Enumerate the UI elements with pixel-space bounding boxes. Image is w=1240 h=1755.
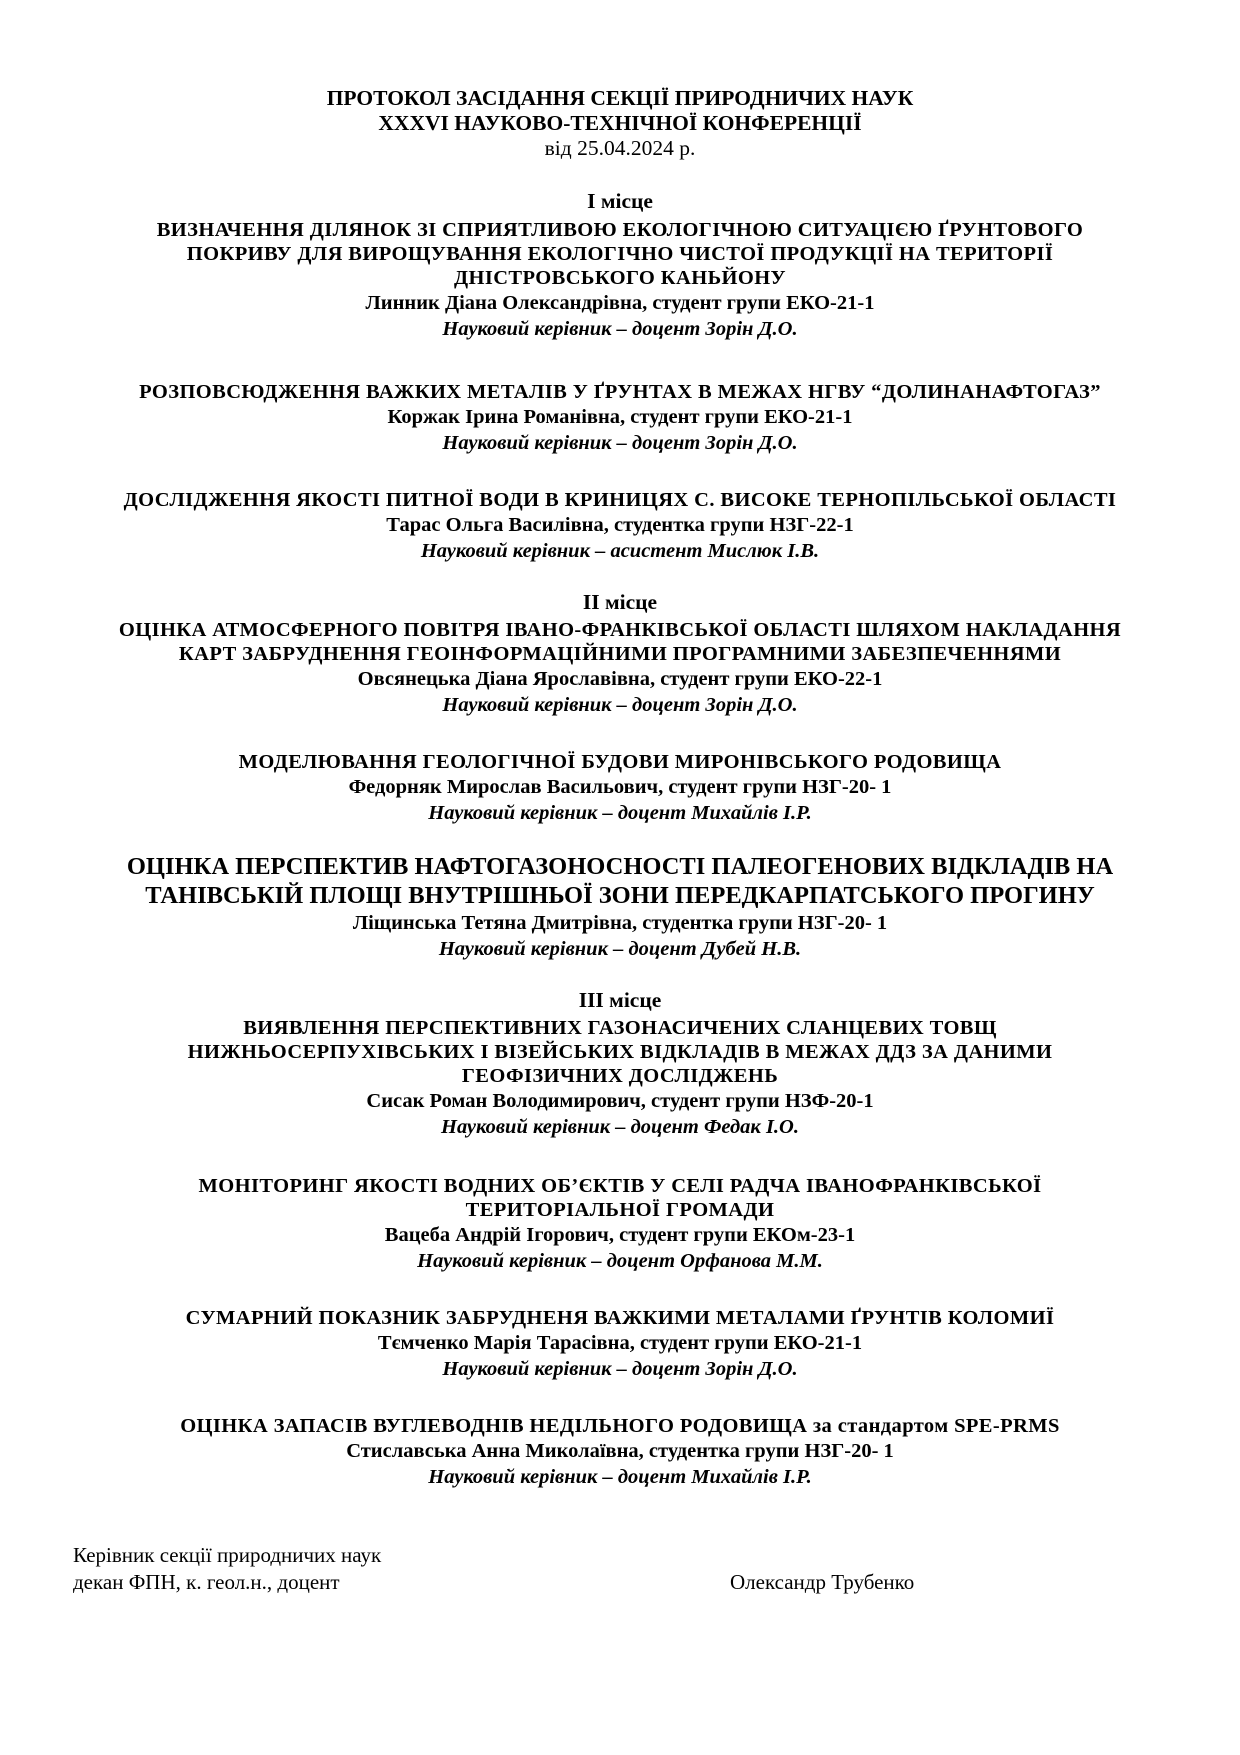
entry-supervisor: Науковий керівник – доцент Орфанова М.М. [417, 1250, 823, 1272]
protocol-date: від 25.04.2024 р. [544, 136, 696, 160]
entry-9 [60, 1306, 1180, 1382]
place-label: ІІІ місце [578, 988, 662, 1012]
entry-title-line [60, 1414, 1180, 1438]
entry-supervisor: Науковий керівник – доцент Зорін Д.О. [442, 694, 798, 716]
entry-supervisor: Науковий керівник – доцент Федак І.О. [441, 1116, 799, 1138]
entry-author: Сисак Роман Володимирович, студент групи НЗФ-20-1 [366, 1090, 874, 1112]
entry-title-suffix: за стандартом SPE-PRMS [807, 1415, 1060, 1437]
entry-title-line: ПОКРИВУ ДЛЯ ВИРОЩУВАННЯ ЕКОЛОГІЧНО ЧИСТОЇ ПРОДУКЦІЇ НА ТЕРИТОРІЇ [186, 243, 1054, 265]
entry-title-line: ТЕРИТОРІАЛЬНОЇ ГРОМАДИ [465, 1199, 775, 1221]
footer-position [73, 1542, 381, 1596]
protocol-title-line-1: ПРОТОКОЛ ЗАСІДАННЯ СЕКЦІЇ ПРИРОДНИЧИХ НАУК [326, 86, 914, 110]
place-label: ІІ місце [582, 590, 658, 614]
entry-supervisor: Науковий керівник – доцент Михайлів І.Р. [428, 802, 812, 824]
entry-title-line: НИЖНЬОСЕРПУХІВСЬКИХ І ВІЗЕЙСЬКИХ ВІДКЛАДІВ В МЕЖАХ ДДЗ ЗА ДАНИМИ [187, 1041, 1053, 1063]
entry-title-main: ОЦІНКА ЗАПАСІВ ВУГЛЕВОДНІВ НЕДІЛЬНОГО РОДОВИЩА [180, 1415, 808, 1437]
protocol-title-line-2: XXXVI НАУКОВО-ТЕХНІЧНОЇ КОНФЕРЕНЦІЇ [378, 111, 862, 135]
entry-2 [60, 380, 1180, 456]
entry-title-line: СУМАРНИЙ ПОКАЗНИК ЗАБРУДНЕНЯ ВАЖКИМИ МЕТАЛАМИ ҐРУНТІВ КОЛОМИЇ [185, 1307, 1055, 1329]
entry-author: Федорняк Мирослав Васильович, студент групи НЗГ-20- 1 [348, 776, 892, 798]
entry-title-line: ОЦІНКА АТМОСФЕРНОГО ПОВІТРЯ ІВАНО-ФРАНКІВСЬКОЇ ОБЛАСТІ ШЛЯХОМ НАКЛАДАННЯ [118, 619, 1122, 641]
place-heading-first [60, 189, 1180, 214]
entry-supervisor: Науковий керівник – доцент Зорін Д.О. [442, 318, 798, 340]
footer-signatory: Олександр Трубенко [730, 1570, 915, 1594]
footer-position-line-2: декан ФПН, к. геол.н., доцент [73, 1570, 340, 1594]
entry-author: Вацеба Андрій Ігорович, студент групи ЕКОм-23-1 [384, 1224, 856, 1246]
protocol-header [60, 86, 1180, 161]
entry-author: Тарас Ольга Василівна, студентка групи НЗГ-22-1 [386, 514, 854, 536]
entry-title-line: МОНІТОРИНГ ЯКОСТІ ВОДНИХ ОБ’ЄКТІВ У СЕЛІ РАДЧА ІВАНОФРАНКІВСЬКОЇ [198, 1175, 1042, 1197]
footer-position-line-1: Керівник секції природничих наук [73, 1543, 382, 1567]
entry-author: Ліщинська Тетяна Дмитрівна, студентка групи НЗГ-20- 1 [352, 912, 888, 934]
entry-author: Линник Діана Олександрівна, студент групи ЕКО-21-1 [365, 292, 875, 314]
entry-7 [60, 1016, 1180, 1140]
entry-title-line: ДНІСТРОВСЬКОГО КАНЬЙОНУ [453, 267, 787, 289]
entry-6 [60, 852, 1180, 962]
entry-supervisor: Науковий керівник – доцент Дубей Н.В. [438, 938, 802, 960]
entry-title-line: ОЦІНКА ПЕРСПЕКТИВ НАФТОГАЗОНОСНОСТІ ПАЛЕОГЕНОВИХ ВІДКЛАДІВ НА [126, 853, 1114, 880]
place-heading-second [60, 590, 1180, 615]
entry-title-line: ВИЗНАЧЕННЯ ДІЛЯНОК ЗІ СПРИЯТЛИВОЮ ЕКОЛОГІЧНОЮ СИТУАЦІЄЮ ҐРУНТОВОГО [156, 219, 1084, 241]
entry-supervisor: Науковий керівник – доцент Михайлів І.Р. [428, 1466, 812, 1488]
entry-5 [60, 750, 1180, 826]
entry-4 [60, 618, 1180, 718]
place-heading-third [60, 988, 1180, 1013]
entry-author: Овсянецька Діана Ярославівна, студент групи ЕКО-22-1 [357, 668, 883, 690]
entry-supervisor: Науковий керівник – асистент Мислюк І.В. [420, 540, 820, 562]
entry-title-line: ВИЯВЛЕННЯ ПЕРСПЕКТИВНИХ ГАЗОНАСИЧЕНИХ СЛАНЦЕВИХ ТОВЩ [243, 1017, 997, 1039]
entry-8 [60, 1174, 1180, 1274]
entry-title-line: РОЗПОВСЮДЖЕННЯ ВАЖКИХ МЕТАЛІВ У ҐРУНТАХ В МЕЖАХ НГВУ “ДОЛИНАНАФТОГАЗ” [139, 381, 1101, 403]
entry-supervisor: Науковий керівник – доцент Зорін Д.О. [442, 432, 798, 454]
entry-10 [60, 1414, 1180, 1490]
entry-supervisor: Науковий керівник – доцент Зорін Д.О. [442, 1358, 798, 1380]
entry-author: Тємченко Марія Тарасівна, студент групи ЕКО-21-1 [377, 1332, 863, 1354]
entry-author: Стиславська Анна Миколаївна, студентка групи НЗГ-20- 1 [346, 1440, 894, 1462]
entry-title-line: ДОСЛІДЖЕННЯ ЯКОСТІ ПИТНОЇ ВОДИ В КРИНИЦЯХ С. ВИСОКЕ ТЕРНОПІЛЬСЬКОЇ ОБЛАСТІ [123, 489, 1117, 511]
place-label: І місце [587, 189, 653, 213]
entry-1 [60, 218, 1180, 342]
entry-title-line: КАРТ ЗАБРУДНЕННЯ ГЕОІНФОРМАЦІЙНИМИ ПРОГРАМНИМИ ЗАБЕЗПЕЧЕННЯМИ [178, 643, 1062, 665]
entry-title-line: ГЕОФІЗИЧНИХ ДОСЛІДЖЕНЬ [461, 1065, 779, 1087]
entry-3 [60, 488, 1180, 564]
entry-title-line: ТАНІВСЬКІЙ ПЛОЩІ ВНУТРІШНЬОЇ ЗОНИ ПЕРЕДКАРПАТСЬКОГО ПРОГИНУ [145, 882, 1095, 909]
entry-title-line: МОДЕЛЮВАННЯ ГЕОЛОГІЧНОЇ БУДОВИ МИРОНІВСЬКОГО РОДОВИЩА [238, 751, 1002, 773]
entry-author: Коржак Ірина Романівна, студент групи ЕКО-21-1 [387, 406, 853, 428]
